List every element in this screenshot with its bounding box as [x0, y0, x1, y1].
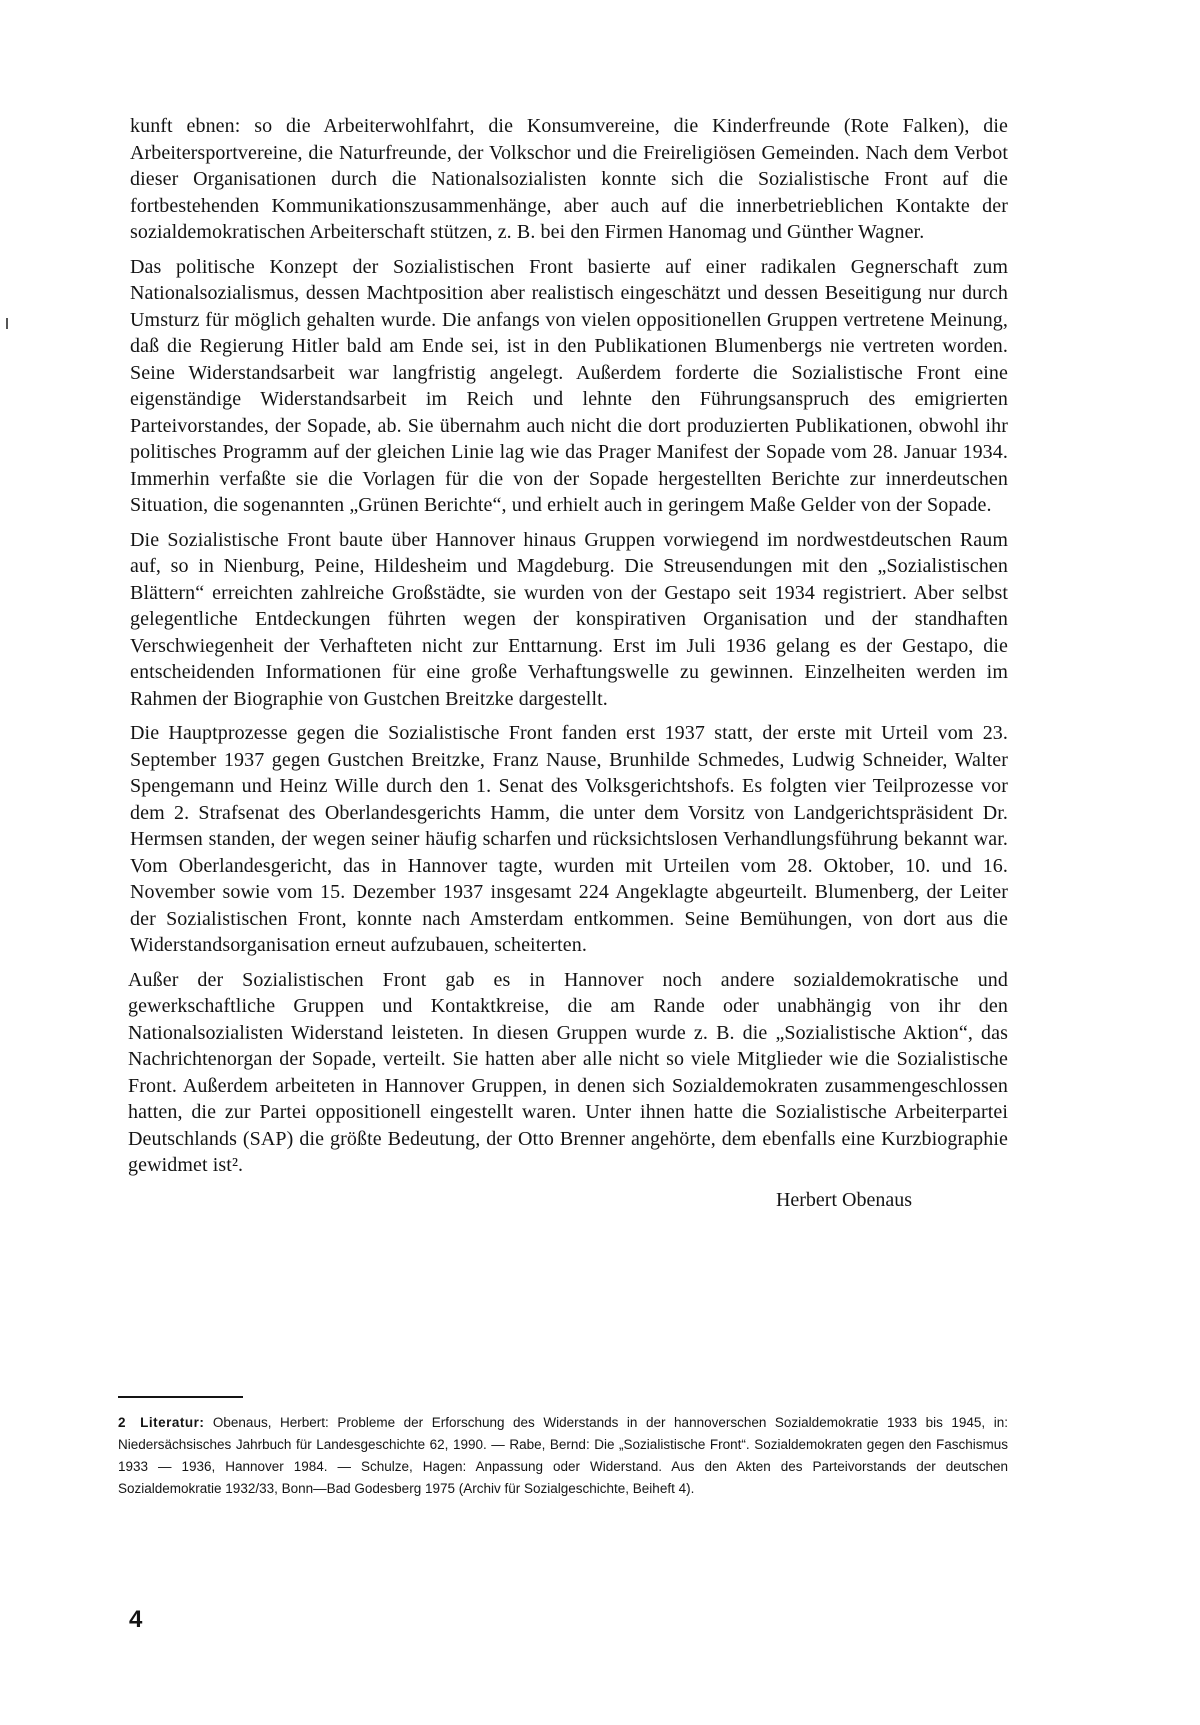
- footnote-label: Literatur:: [140, 1415, 205, 1430]
- footnote-number: 2: [118, 1415, 126, 1430]
- paragraph-2: Das politische Konzept der Sozialistischen Front basierte auf einer radikalen Gegnerschaft zum Nationalsozialismus, dessen Machtposition aber realistisch eingeschätzt und dessen Beseitigung nur durch Umsturz für möglich gehalten wurde. Die anfangs von vielen oppositionellen Gruppen vertretene Meinung, daß die Regierung Hitler bald am Ende sei, ist in den Publikationen Blumenbergs nie vertreten worden. Seine Widerstandsarbeit war langfristig angelegt. Außerdem forderte die Sozialistische Front eine eigenständige Widerstandsarbeit im Reich und lehnte den Führungsanspruch des emigrierten Parteivorstandes, der Sopade, ab. Sie übernahm auch nicht die dort produzierten Publikationen, obwohl ihr politisches Programm auf der gleichen Linie lag wie das Prager Manifest der Sopade vom 28. Januar 1934. Immerhin verfaßte sie die Vorlagen für die von der Sopade hergestellten Berichte zur innerdeutschen Situation, die sogenannten „Grünen Berichte“, und erhielt auch in geringem Maße Gelder von der Sopade.: [130, 255, 1008, 516]
- page-number: 4: [129, 1606, 143, 1633]
- paragraph-1: kunft ebnen: so die Arbeiterwohlfahrt, die Konsumvereine, die Kinderfreunde (Rote Falken), die Arbeitersportvereine, die Naturfreunde, der Volkschor und die Freireligiösen Gemeinden. Nach dem Verbot dieser Organisationen durch die Nationalsozialisten konnte sich die Sozialistische Front auf die fortbestehenden Kommunikationszusammenhänge, aber auch auf die innerbetrieblichen Kontakte der sozialdemokratischen Arbeiterschaft stützen, z. B. bei den Firmen Hanomag und Günther Wagner.: [130, 115, 1008, 243]
- paragraph-3: Die Sozialistische Front baute über Hannover hinaus Gruppen vorwiegend im nordwestdeutschen Raum auf, so in Nienburg, Peine, Hildesheim und Magdeburg. Die Streusendungen mit den „Sozialistischen Blättern“ erreichten zahlreiche Großstädte, sie wurden von der Gestapo seit 1934 registriert. Aber selbst gelegentliche Entdeckungen führten wegen der konspirativen Organisation und der standhaften Verschwiegenheit der Verhafteten nicht zur Enttarnung. Erst im Juli 1936 gelang es der Gestapo, die entscheidenden Informationen für eine große Verhaftungswelle zu gewinnen. Einzelheiten werden im Rahmen der Biographie von Gustchen Breitzke dargestellt.: [130, 528, 1008, 710]
- author-signature: Herbert Obenaus: [775, 1188, 912, 1211]
- footnote: [118, 1412, 1008, 1500]
- margin-mark: [6, 318, 8, 329]
- paragraph-5: Außer der Sozialistischen Front gab es in Hannover noch andere sozialdemokratische und gewerkschaftliche Gruppen und Kontaktkreise, die am Rande oder unabhängig von ihr den Nationalsozialisten Widerstand leisteten. In diesen Gruppen wurde z. B. die „Sozialistische Aktion“, das Nachrichtenorgan der Sopade, verteilt. Sie hatten aber alle nicht so viele Mitglieder wie die Sozialistische Front. Außerdem arbeiteten in Hannover Gruppen, in denen sich Sozialdemokraten zusammengeschlossen hatten, die zur Partei oppositionell eingestellt waren. Unter ihnen hatte die Sozialistische Arbeiterpartei Deutschlands (SAP) die größte Bedeutung, der Otto Brenner angehörte, dem ebenfalls eine Kurzbiographie gewidmet ist².: [128, 968, 1008, 1176]
- footnote-text: Obenaus, Herbert: Probleme der Erforschung des Widerstands in der hannoverschen Sozialdemokratie 1933 bis 1945, in: Niedersächsisches Jahrbuch für Landesgeschichte 62, 1990. — Rabe, Bernd: Die „Sozialistische Front“. Sozialdemokraten gegen den Faschismus 1933 — 1936, Hannover 1984. — Schulze, Hagen: Anpassung oder Widerstand. Aus den Akten des Parteivorstands der deutschen Sozialdemokratie 1932/33, Bonn—Bad Godesberg 1975 (Archiv für Sozialgeschichte, Beiheft 4).: [118, 1415, 1008, 1496]
- body-text: [130, 113, 1008, 1213]
- footnote-divider: [118, 1396, 243, 1398]
- paragraph-4: Die Hauptprozesse gegen die Sozialistische Front fanden erst 1937 statt, der erste mit Urteil vom 23. September 1937 gegen Gustchen Breitzke, Franz Nause, Brunhilde Schmedes, Ludwig Schneider, Walter Spengemann und Heinz Wille durch den 1. Senat des Volksgerichtshofs. Es folgten vier Teilprozesse vor dem 2. Strafsenat des Oberlandesgerichts Hamm, die unter dem Vorsitz von Landgerichtspräsident Dr. Hermsen standen, der wegen seiner häufig scharfen und rücksichtslosen Verhandlungsführung bekannt war. Vom Oberlandesgericht, das in Hannover tagte, wurden mit Urteilen vom 28. Oktober, 10. und 16. November sowie vom 15. Dezember 1937 insgesamt 224 Angeklagte abgeurteilt. Blumenberg, der Leiter der Sozialistischen Front, konnte nach Amsterdam entkommen. Seine Bemühungen, von dort aus die Widerstandsorganisation erneut aufzubauen, scheiterten.: [130, 722, 1008, 956]
